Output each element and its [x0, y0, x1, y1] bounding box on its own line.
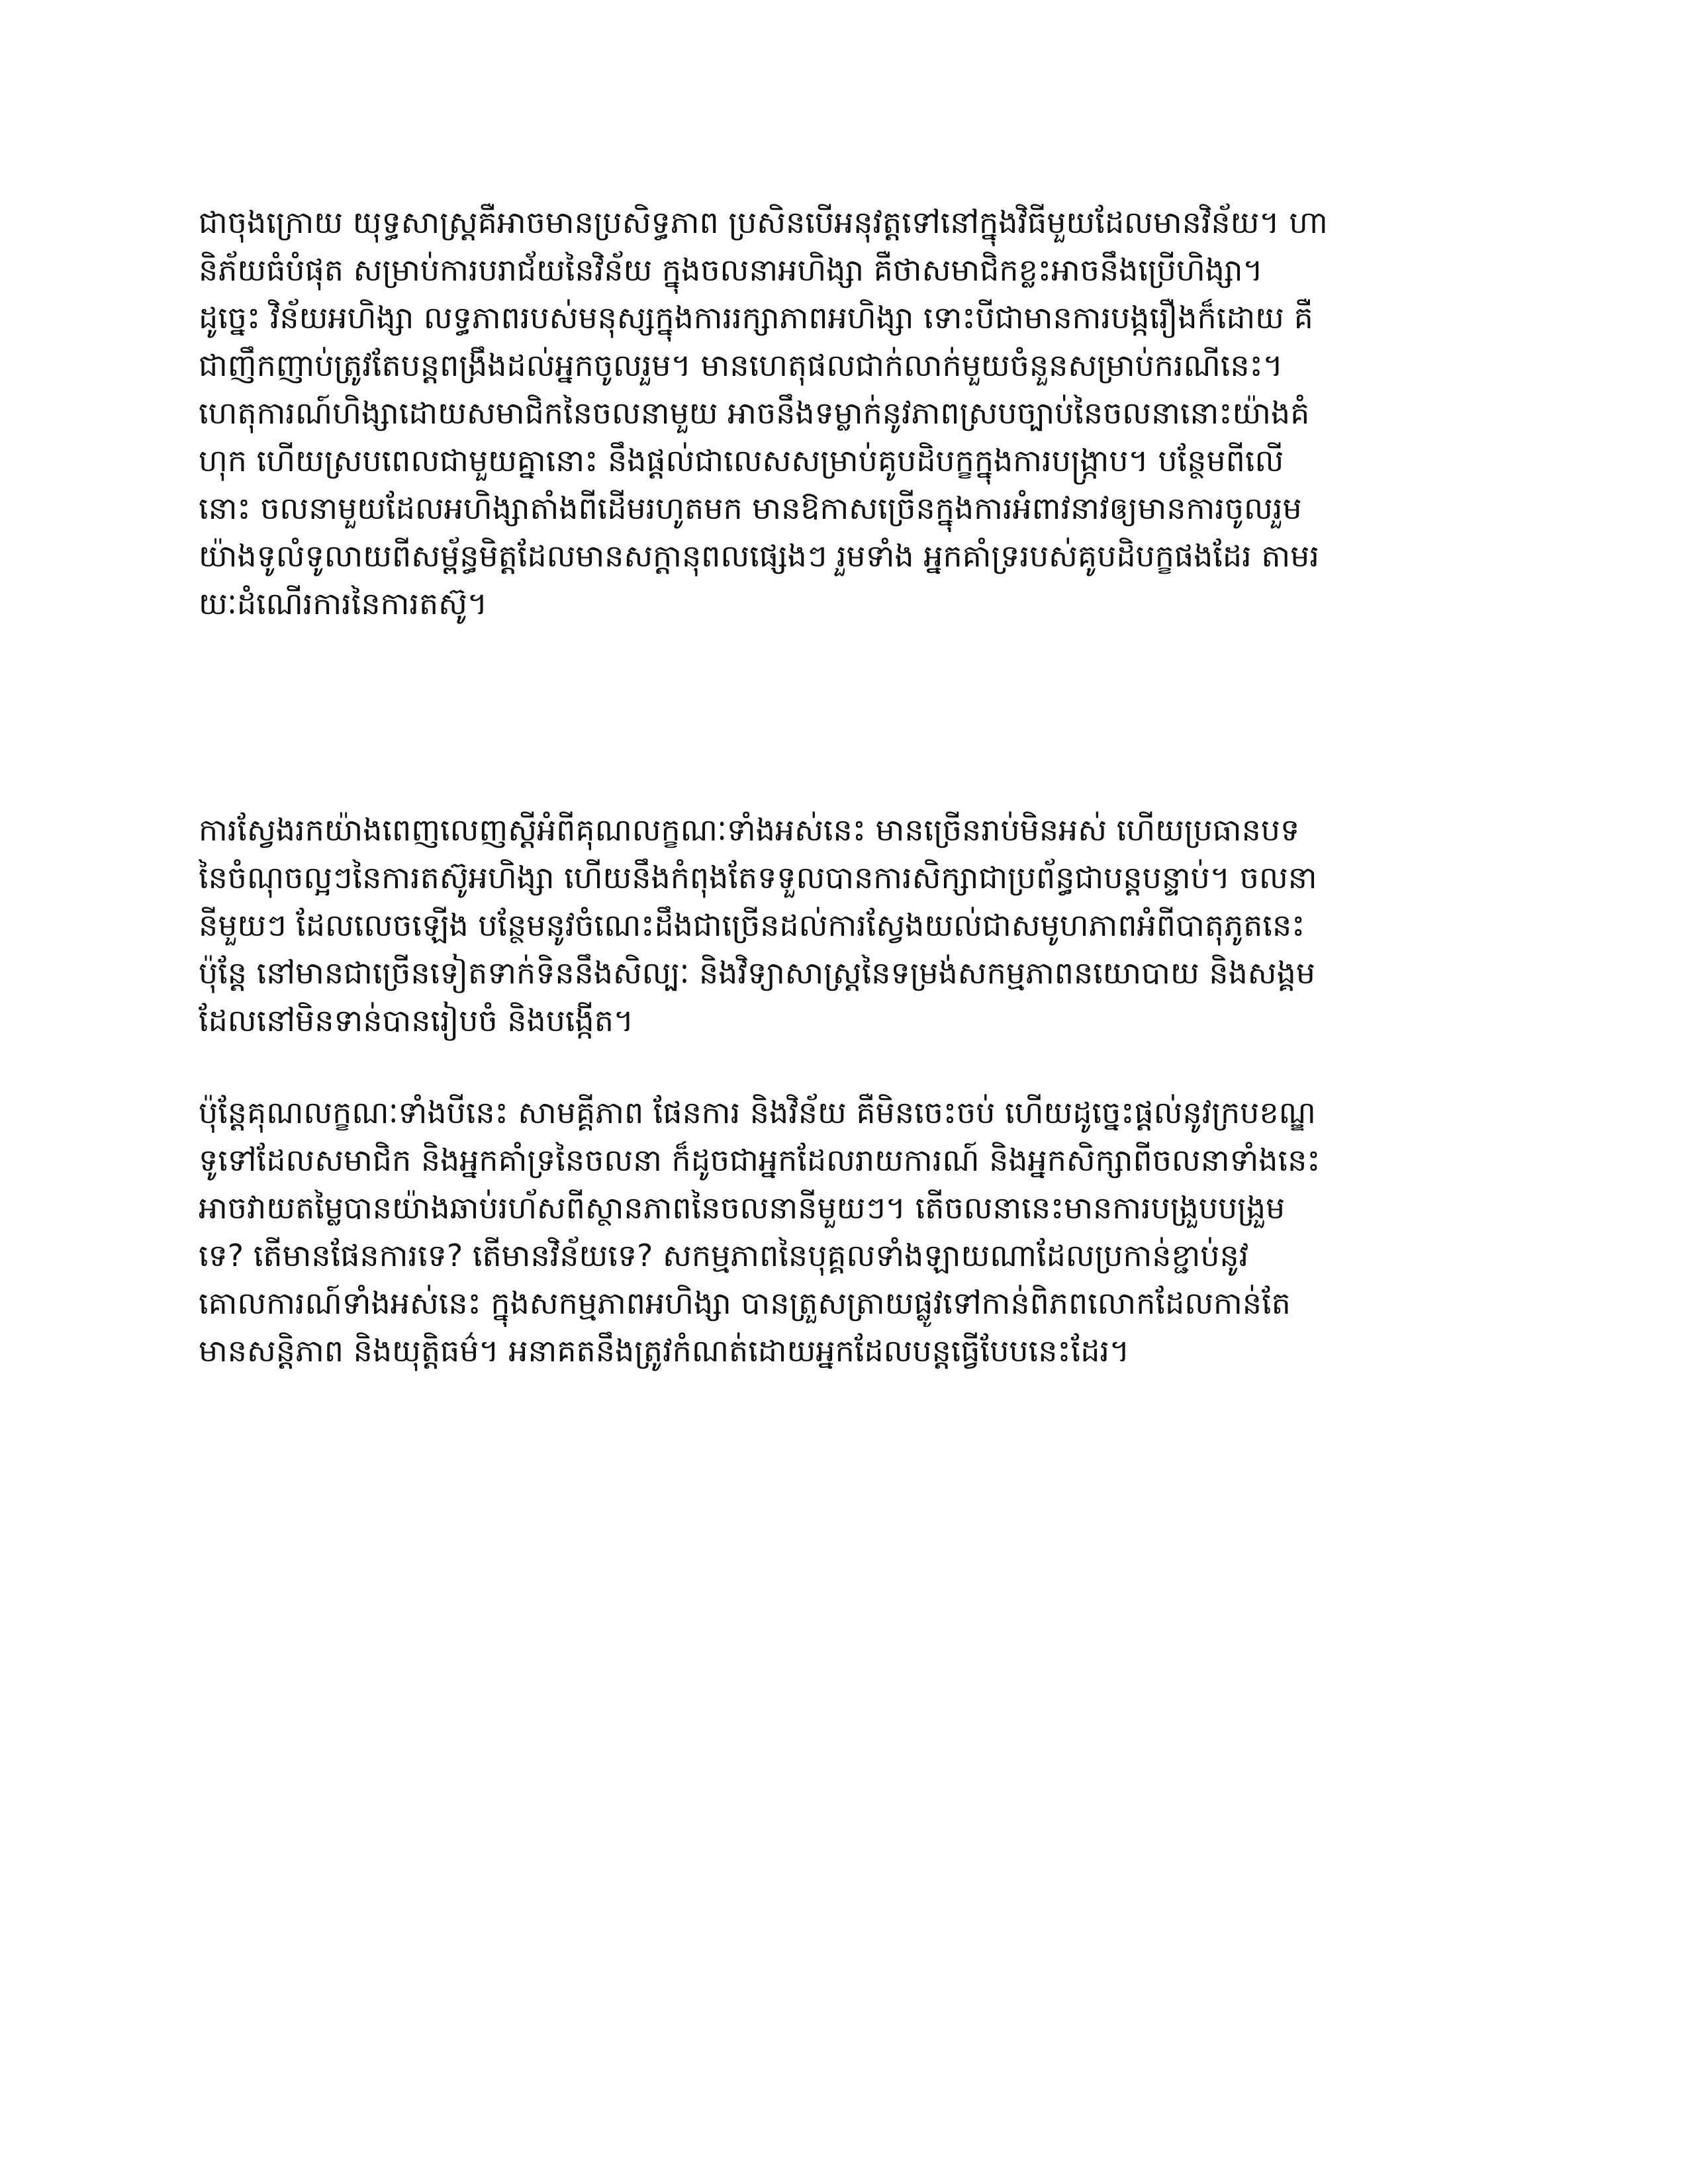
- paragraph-line: អាចវាយតម្លៃបានយ៉ាងឆាប់រហ័សពីស្ថានភាពនៃចលនានីមួយៗ។ តើចលនានេះមានការបង្រួបបង្រួម: [199, 1190, 1286, 1226]
- paragraph-discipline: [199, 199, 1489, 627]
- paragraph-line: នោះ ចលនាមួយដែលអហិង្សាតាំងពីដើមរហូតមក មានឱកាសច្រើនក្នុងការអំពាវនាវឲ្យមានការចូលរួម: [199, 490, 1302, 526]
- paragraph-line: យៈដំណើរការនៃការតស៊ូ។: [199, 586, 488, 621]
- paragraph-line: ប៉ុន្តែគុណលក្ខណៈទាំងបីនេះ សាមគ្គីភាព ផែនការ និងវិន័យ គឺមិនចេះចប់ ហើយដូច្នេះផ្តល់នូវក្របខណ្ឌ: [199, 1095, 1316, 1130]
- paragraph-line: ដូច្នេះ វិន័យអហិង្សា លទ្ធភាពរបស់មនុស្សក្នុងការរក្សាភាពអហិង្សា ទោះបីជាមានការបង្ករឿងក៏ដោយ គឺ: [199, 300, 1313, 336]
- paragraph-line: ដែលនៅមិនទាន់បានរៀបចំ និងបង្កើត។: [199, 1003, 634, 1038]
- paragraph-line: និភ័យធំបំផុត សម្រាប់ការបរាជ័យនៃវិន័យ ក្នុងចលនាអហិង្សា គឺថាសមាជិកខ្លះអាចនឹងប្រើហិង្សា។: [199, 252, 1263, 288]
- paragraph-line: នីមួយៗ ដែលលេចឡើង បន្ថែមនូវចំណេះដឹងជាច្រើនដល់ការស្វែងយល់ជាសមូហភាពអំពីបាតុភូតនេះ: [199, 907, 1305, 943]
- paragraph-line: ជាញឹកញាប់ត្រូវតែបន្តពង្រឹងដល់អ្នកចូលរួម។ មានហេតុផលជាក់លាក់មួយចំនួនសម្រាប់ករណីនេះ។: [199, 347, 1284, 383]
- paragraph-study: [199, 806, 1489, 1044]
- paragraph-conclusion: [199, 1089, 1489, 1375]
- paragraph-line: នៃចំណុចល្អៗនៃការតស៊ូអហិង្សា ហើយនឹងកំពុងតែទទួលបានការសិក្សាជាប្រព័ន្ធជាបន្តបន្ទាប់។ ចលនា: [199, 860, 1317, 895]
- paragraph-line: ហុក ហើយស្របពេលជាមួយគ្នានោះ នឹងផ្តល់ជាលេសសម្រាប់គូបដិបក្ខក្នុងការបង្ក្រាប។ បន្ថែមពីលើ: [199, 443, 1284, 478]
- paragraph-line: ហេតុការណ៍ហិង្សាដោយសមាជិកនៃចលនាមួយ អាចនឹងទម្លាក់នូវភាពស្របច្បាប់នៃចលនានោះយ៉ាងគំ: [199, 395, 1310, 431]
- paragraph-line: មានសន្តិភាព និងយុត្តិធម៌។ អនាគតនឹងត្រូវកំណត់ដោយអ្នកដែលបន្តធ្វើបែបនេះដែរ។: [199, 1333, 1130, 1369]
- paragraph-line: ទេ? តើមានផែនការទេ? តើមានវិន័យទេ? សកម្មភាពនៃបុគ្គលទាំងឡាយណាដែលប្រកាន់ខ្ជាប់នូវ: [199, 1238, 1249, 1273]
- paragraph-line: គោលការណ៍ទាំងអស់នេះ ក្នុងសកម្មភាពអហិង្សា បានត្រួសត្រាយផ្លូវទៅកាន់ពិភពលោកដែលកាន់តែ: [199, 1285, 1291, 1321]
- paragraph-line: ទូទៅដែលសមាជិក និងអ្នកគាំទ្រនៃចលនា ក៏ដូចជាអ្នកដែលរាយការណ៍ និងអ្នកសិក្សាពីចលនាទាំងនេះ: [199, 1142, 1321, 1178]
- paragraph-line: យ៉ាងទូលំទូលាយពីសម្ព័ន្ធមិត្តដែលមានសក្តានុពលផ្សេងៗ រួមទាំង អ្នកគាំទ្ររបស់គូបដិបក្ខផងដែរ តាមរ: [199, 538, 1319, 574]
- paragraph-line: ជាចុងក្រោយ យុទ្ធសាស្ត្រគឺអាចមានប្រសិទ្ធភាព ប្រសិនបើអនុវត្តទៅនៅក្នុងវិធីមួយដែលមានវិន័យ។ ហា: [199, 205, 1328, 240]
- paragraph-line: ការស្វែងរកយ៉ាងពេញលេញស្តីអំពីគុណលក្ខណៈទាំងអស់នេះ មានច្រើនរាប់មិនអស់ ហើយប្រធានបទ: [199, 812, 1300, 848]
- paragraph-line: ប៉ុន្តែ នៅមានជាច្រើនទៀតទាក់ទិននឹងសិល្បៈ និងវិទ្យាសាស្ត្រនៃទម្រង់សកម្មភាពនយោបាយ និងសង្គម: [199, 955, 1315, 991]
